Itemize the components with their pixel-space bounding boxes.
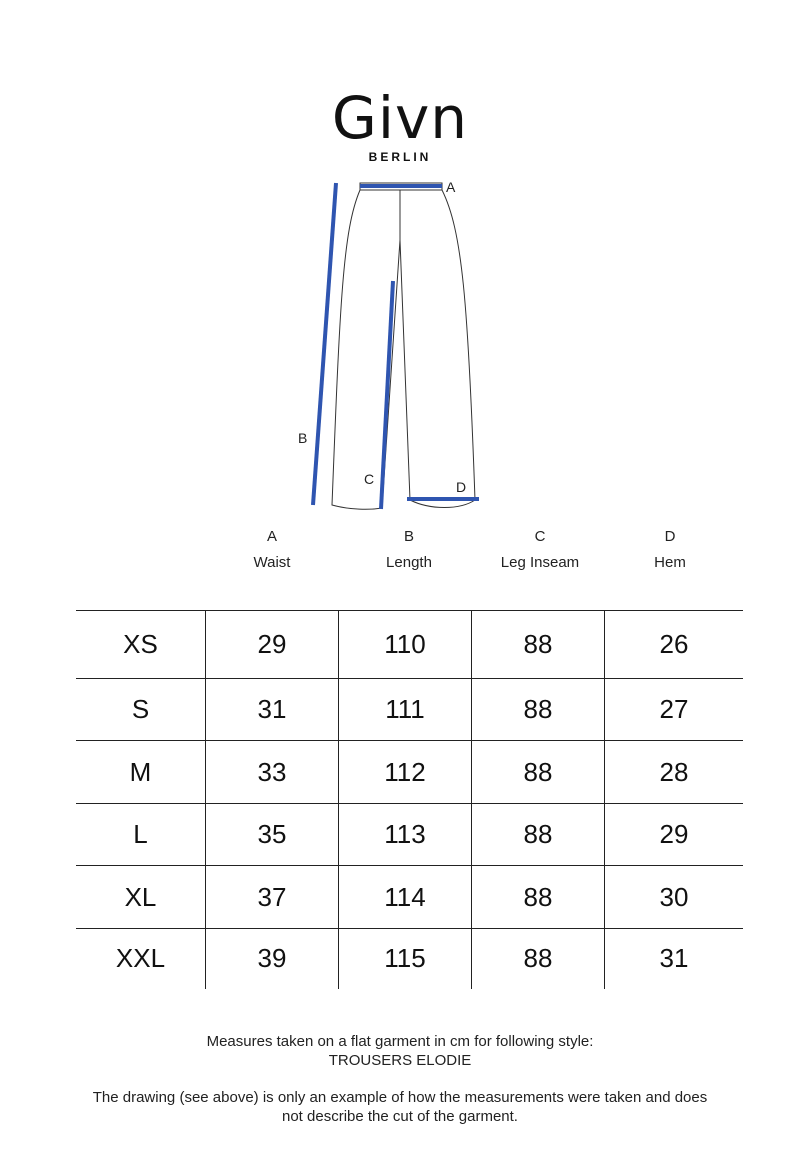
size-cell: S bbox=[76, 679, 206, 741]
column-letter: B bbox=[403, 528, 414, 545]
waist-cell: 31 bbox=[206, 679, 339, 741]
waist-cell: 33 bbox=[206, 741, 339, 804]
column-name: Leg Inseam bbox=[500, 554, 580, 571]
inseam-cell: 88 bbox=[472, 679, 605, 741]
diagram-label-c: C bbox=[364, 471, 375, 487]
length-cell: 113 bbox=[339, 804, 472, 866]
inseam-cell: 88 bbox=[472, 866, 605, 929]
measurement-lines bbox=[313, 183, 479, 509]
diagram-label-b: B bbox=[298, 430, 308, 446]
length-cell: 115 bbox=[339, 929, 472, 989]
column-name: Length bbox=[386, 554, 432, 571]
inseam-cell: 88 bbox=[472, 929, 605, 989]
table-row bbox=[76, 741, 743, 804]
style-name: TROUSERS ELODIE bbox=[328, 1052, 472, 1069]
table-row bbox=[76, 611, 743, 679]
disclaimer-line-1: The drawing (see above) is only an example of how the measurements were taken and does bbox=[92, 1089, 708, 1106]
length-line-b bbox=[313, 183, 336, 505]
size-cell: XL bbox=[76, 866, 206, 929]
inseam-line-c bbox=[381, 281, 393, 509]
diagram-label-d: D bbox=[456, 479, 467, 495]
waist-cell: 39 bbox=[206, 929, 339, 989]
trousers-measurement-diagram bbox=[0, 0, 800, 520]
column-letter: C bbox=[534, 528, 546, 545]
hem-cell: 30 bbox=[605, 866, 744, 929]
hem-cell: 26 bbox=[605, 611, 744, 679]
inseam-cell: 88 bbox=[472, 804, 605, 866]
column-name: Waist bbox=[253, 554, 291, 571]
table-row bbox=[76, 866, 743, 929]
brand-city: BERLIN bbox=[368, 150, 432, 164]
measurement-note bbox=[0, 1032, 800, 1070]
hem-cell: 28 bbox=[605, 741, 744, 804]
column-letter: D bbox=[664, 528, 676, 545]
table-row bbox=[76, 929, 743, 989]
waist-cell: 37 bbox=[206, 866, 339, 929]
hem-cell: 29 bbox=[605, 804, 744, 866]
disclaimer bbox=[0, 1088, 800, 1126]
column-header-length bbox=[339, 528, 479, 571]
column-header-hem bbox=[600, 528, 740, 571]
size-cell: L bbox=[76, 804, 206, 866]
measures-line: Measures taken on a flat garment in cm for following style: bbox=[206, 1033, 594, 1050]
waist-cell: 35 bbox=[206, 804, 339, 866]
size-cell: XXL bbox=[76, 929, 206, 989]
size-cell: M bbox=[76, 741, 206, 804]
table-row bbox=[76, 679, 743, 741]
hem-cell: 27 bbox=[605, 679, 744, 741]
column-header-waist bbox=[202, 528, 342, 571]
diagram-label-a: A bbox=[446, 179, 456, 195]
length-cell: 110 bbox=[339, 611, 472, 679]
waist-cell: 29 bbox=[206, 611, 339, 679]
brand-name: Givn bbox=[331, 84, 469, 152]
length-cell: 112 bbox=[339, 741, 472, 804]
length-cell: 111 bbox=[339, 679, 472, 741]
size-cell: XS bbox=[76, 611, 206, 679]
column-letter: A bbox=[266, 528, 277, 545]
size-chart-table bbox=[76, 610, 743, 989]
trousers-outline bbox=[332, 183, 475, 509]
table-row bbox=[76, 804, 743, 866]
column-header-leg-inseam bbox=[470, 528, 610, 571]
inseam-cell: 88 bbox=[472, 611, 605, 679]
column-name: Hem bbox=[654, 554, 686, 571]
hem-cell: 31 bbox=[605, 929, 744, 989]
inseam-cell: 88 bbox=[472, 741, 605, 804]
length-cell: 114 bbox=[339, 866, 472, 929]
disclaimer-line-2: not describe the cut of the garment. bbox=[282, 1108, 518, 1125]
